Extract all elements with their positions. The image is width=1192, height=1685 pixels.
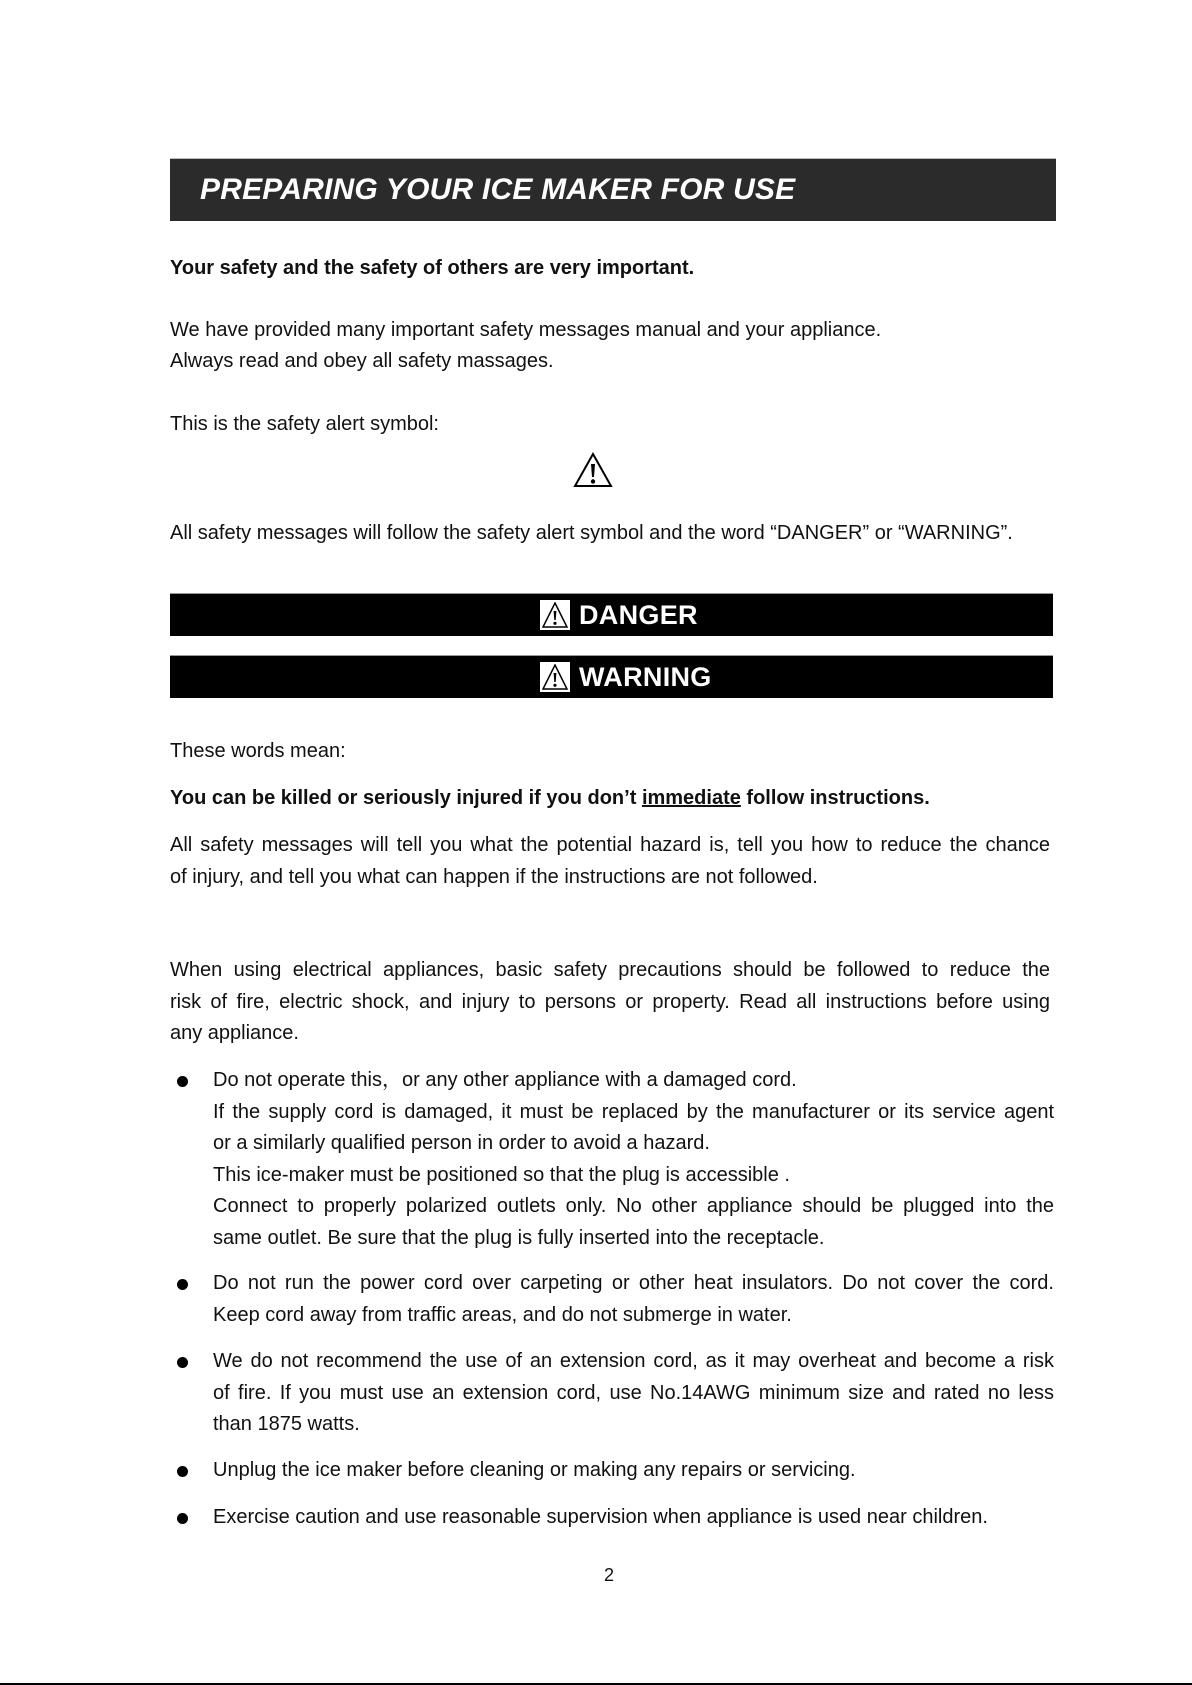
bullet-line: of fire. If you must use an extension cord, use No.14AWG minimum size and rated no less bbox=[213, 1381, 1054, 1404]
provided-messages-line-1: We have provided many important safety messages manual and your appliance. bbox=[170, 319, 882, 341]
bullet-line: same outlet. Be sure that the plug is fully inserted into the receptacle. bbox=[213, 1226, 825, 1249]
bullet-line: Keep cord away from traffic areas, and do not submerge in water. bbox=[213, 1303, 792, 1326]
statement-part-1: You can be killed or seriously injured if you don’t bbox=[170, 787, 642, 809]
explanation-line-1: All safety messages will tell you what the potential hazard is, tell you how to reduce the chance bbox=[170, 834, 1050, 856]
bullet-line: Connect to properly polarized outlets only. No other appliance should be plugged into the bbox=[213, 1195, 1054, 1217]
symbol-label: This is the safety alert symbol: bbox=[170, 413, 439, 435]
bullet-line: than 1875 watts. bbox=[213, 1413, 360, 1435]
section-title-bar bbox=[170, 158, 1056, 221]
words-mean-label: These words mean: bbox=[170, 740, 346, 762]
bullet-icon bbox=[177, 1357, 188, 1368]
page-number: 2 bbox=[603, 1565, 614, 1585]
bullet-icon bbox=[177, 1076, 188, 1087]
warning-triangle-icon bbox=[573, 452, 613, 488]
killed-warning-statement bbox=[170, 783, 930, 814]
bullet-line: This ice-maker must be positioned so that the plug is accessible . bbox=[213, 1163, 790, 1186]
follow-symbol-text: All safety messages will follow the safety alert symbol and the word “DANGER” or “WARNING”. bbox=[170, 522, 1013, 544]
precautions-line-3: any appliance. bbox=[170, 1022, 299, 1044]
warning-label: WARNING bbox=[579, 661, 712, 692]
bullet-icon bbox=[177, 1279, 188, 1290]
bullet-line: We do not recommend the use of an extension cord, as it may overheat and become a risk bbox=[213, 1350, 1054, 1372]
precautions-paragraph bbox=[170, 955, 1050, 1050]
section-title: PREPARING YOUR ICE MAKER FOR USE bbox=[200, 173, 796, 206]
precautions-line-1: When using electrical appliances, basic safety precautions should be followed to reduce the bbox=[170, 959, 1050, 981]
warning-triangle-icon bbox=[540, 600, 570, 630]
bullet-icon bbox=[177, 1466, 188, 1477]
bullet-line: or a similarly qualified person in order to avoid a hazard. bbox=[213, 1132, 710, 1154]
precautions-line-2: risk of fire, electric shock, and injury to persons or property. Read all instructions before using bbox=[170, 990, 1050, 1013]
bullet-line: Do not run the power cord over carpeting or other heat insulators. Do not cover the cord. bbox=[213, 1272, 1054, 1294]
bullet-icon bbox=[177, 1513, 188, 1524]
bullet-line: Unplug the ice maker before cleaning or making any repairs or servicing. bbox=[213, 1459, 856, 1481]
statement-underlined-word: immediate bbox=[641, 787, 741, 809]
danger-label: DANGER bbox=[579, 599, 698, 630]
warning-signal-bar bbox=[170, 655, 1053, 698]
danger-signal-bar bbox=[170, 593, 1053, 636]
explanation-paragraph bbox=[170, 830, 1050, 893]
safety-heading: Your safety and the safety of others are very important. bbox=[170, 257, 695, 279]
bullet-line: If the supply cord is damaged, it must be replaced by the manufacturer or its service agent bbox=[213, 1100, 1054, 1123]
explanation-line-2: of injury, and tell you what can happen if the instructions are not followed. bbox=[170, 865, 818, 888]
provided-messages-line-2: Always read and obey all safety massages. bbox=[170, 350, 554, 372]
bullet-line: Exercise caution and use reasonable supervision when appliance is used near children. bbox=[213, 1506, 988, 1528]
bullet-line: Do not operate this，or any other appliance with a damaged cord. bbox=[213, 1069, 797, 1091]
warning-triangle-icon bbox=[540, 662, 570, 692]
statement-part-2: follow instructions. bbox=[740, 787, 930, 809]
